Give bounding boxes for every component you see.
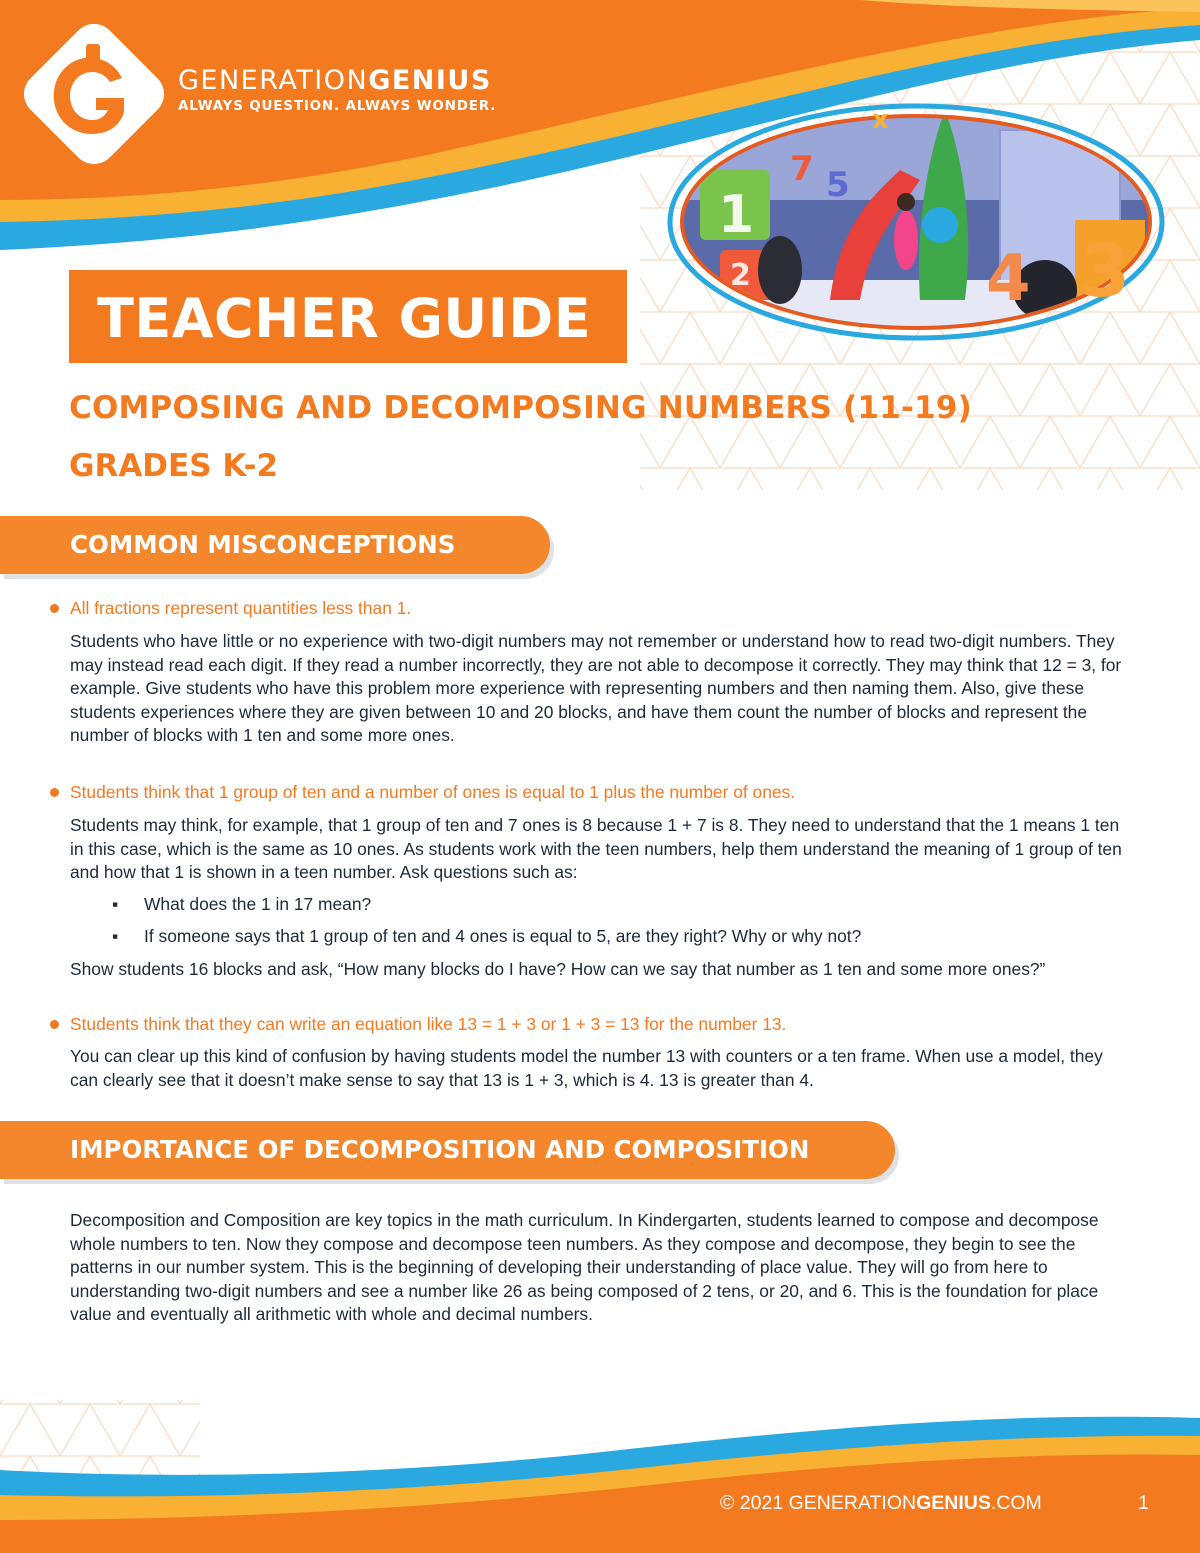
logo-text xyxy=(178,66,496,114)
misconception-title-2: Students think that 1 group of ten and a number of ones is equal to 1 plus the number of ones. xyxy=(70,782,796,802)
importance-banner xyxy=(0,1121,895,1179)
photo-digit-5: 5 xyxy=(826,165,850,205)
bullet-dot xyxy=(50,788,59,797)
photo-digit-4: 4 xyxy=(986,242,1031,316)
importance-text: Decomposition and Composition are key topics in the math curriculum. In Kindergarten, students learned to compose and decompose whole numbers to ten. Now they compose and decompose teen numbers. As they compose and decompose, they begin to see the patterns in our number system. This is the beginning of developing their understanding of place value. They will go from here to understanding two-digit numbers and see a number like 26 as being composed of 2 tens, or 20, and 6. This is the foundation for place value and eventually all arithmetic with whole and decimal numbers. xyxy=(70,1210,1099,1325)
photo-digit-3: 3 xyxy=(1080,229,1131,313)
misconception-text-2: Students may think, for example, that 1 group of ten and 7 ones is 8 because 1 + 7 is 8. They need to understand that the 1 means 1 ten in this case, which is the same as 10 ones. As students work with the teen numbers, help them understand the meaning of 1 group of ten and how that 1 is shown in a teen number. Ask questions such as: xyxy=(70,815,1122,883)
misconception-followup-2: Show students 16 blocks and ask, “How many blocks do I have? How can we say that number as 1 ten and some more ones?” xyxy=(70,959,1046,979)
footer-copyright-prefix: © 2021 xyxy=(720,1492,789,1514)
page-number: 1 xyxy=(1138,1492,1149,1514)
brand-bold: GENIUS xyxy=(368,65,492,96)
misconceptions-banner xyxy=(0,516,550,574)
photo-digit-1: 1 xyxy=(718,185,755,245)
question-item: If someone says that 1 group of ten and 4 ones is equal to 5, are they right? Why or why not? xyxy=(144,926,862,946)
tagline: ALWAYS QUESTION. ALWAYS WONDER. xyxy=(178,98,497,114)
photo-digit-7: 7 xyxy=(790,149,814,189)
question-item: What does the 1 in 17 mean? xyxy=(144,894,372,914)
misconception-title-3: Students think that they can write an equation like 13 = 1 + 3 or 1 + 3 = 13 for the number 13. xyxy=(70,1014,787,1034)
brand-light: GENERATION xyxy=(178,65,369,96)
importance-heading: IMPORTANCE OF DECOMPOSITION AND COMPOSITION xyxy=(70,1135,810,1164)
sub-bullet-marker: ▪ xyxy=(112,926,119,946)
misconception-text-3: You can clear up this kind of confusion by having students model the number 13 with counters or a ten frame. When use a model, they can clearly see that it doesn’t make sense to say that 13 is 1 + 3, which is 4. 13 is greater than 4. xyxy=(70,1046,1103,1090)
teacher-guide-label: TEACHER GUIDE xyxy=(97,287,592,350)
misconception-title-1: All fractions represent quantities less than 1. xyxy=(70,598,412,618)
footer-copyright xyxy=(720,1492,1042,1515)
teacher-guide-banner xyxy=(69,270,627,363)
misconception-text-1: Students who have little or no experience with two-digit numbers may not remember or understand how to read two-digit numbers. They may instead read each digit. If they read a number incorrectly, they are not able to decompose it correctly. They may think that 12 = 3, for example. Give students who have this problem more experience with representing numbers and then naming them. Also, give these students experiences where they are given between 10 and 20 blocks, and have them count the number of blocks and represent the number of blocks with 1 ten and some more ones. xyxy=(70,631,1122,746)
photo-digit-x: x xyxy=(872,105,889,135)
misconceptions-heading: COMMON MISCONCEPTIONS xyxy=(70,530,456,559)
footer-brand-bold: GENIUS xyxy=(916,1492,991,1514)
footer-suffix: .COM xyxy=(990,1492,1042,1514)
bullet-dot xyxy=(50,604,59,613)
document-title: COMPOSING AND DECOMPOSING NUMBERS (11-19) xyxy=(69,390,972,426)
brand-name xyxy=(178,66,496,96)
grade-level: GRADES K-2 xyxy=(69,448,279,484)
bullet-dot xyxy=(50,1020,59,1029)
footer-brand-light: GENERATION xyxy=(788,1492,917,1514)
sub-bullet-marker: ▪ xyxy=(112,894,119,914)
photo-digit-2: 2 xyxy=(730,258,751,293)
